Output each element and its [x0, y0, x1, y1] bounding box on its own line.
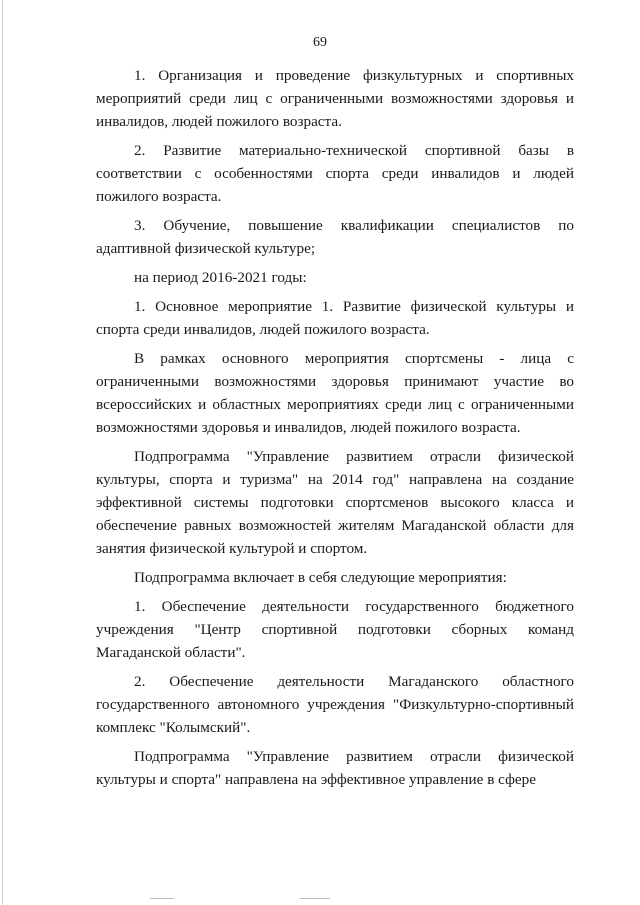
paragraph-item-2: 2. Развитие материально-технической спортивной базы в соответствии с особенностями спорта среди инвалидов и людей пожилого возраста. [96, 142, 574, 205]
document-body [96, 64, 574, 797]
paragraph-subprogram-1: Подпрограмма "Управление развитием отрасли физической культуры, спорта и туризма" на 2014 год" направлена на создание эффективной системы подготовки спортсменов высокого класса и обеспечение равных возможностей жителям Магаданской области для занятия физической культурой и спортом. [96, 448, 574, 557]
scan-mark [150, 898, 174, 899]
paragraph-period: на период 2016-2021 годы: [134, 269, 307, 286]
page-number: 69 [313, 35, 327, 50]
scan-edge [2, 0, 3, 905]
paragraph-subprogram-includes: Подпрограмма включает в себя следующие мероприятия: [134, 569, 507, 586]
paragraph-main-activity: 1. Основное мероприятие 1. Развитие физической культуры и спорта среди инвалидов, людей пожилого возраста. [96, 298, 574, 338]
scan-mark [300, 898, 330, 899]
paragraph-activity-2: 2. Обеспечение деятельности Магаданского областного государственного автономного учреждения "Физкультурно-спортивный комплекс "Колымский". [96, 673, 574, 736]
paragraph-item-1: 1. Организация и проведение физкультурных и спортивных мероприятий среди лиц с ограниченными возможностями здоровья и инвалидов, людей пожилого возраста. [96, 67, 574, 130]
paragraph-subprogram-2: Подпрограмма "Управление развитием отрасли физической культуры и спорта" направлена на эффективное управление в сфере [96, 748, 574, 788]
paragraph-activity-1: 1. Обеспечение деятельности государственного бюджетного учреждения "Центр спортивной подготовки сборных команд Магаданской области". [96, 598, 574, 661]
paragraph-within-activity: В рамках основного мероприятия спортсмены - лица с ограниченными возможностями здоровья принимают участие во всероссийских и областных мероприятиях среди лиц с ограниченными возможностями здоровья и инвалидов, людей пожилого возраста. [96, 350, 574, 436]
paragraph-item-3: 3. Обучение, повышение квалификации специалистов по адаптивной физической культуре; [96, 217, 574, 257]
